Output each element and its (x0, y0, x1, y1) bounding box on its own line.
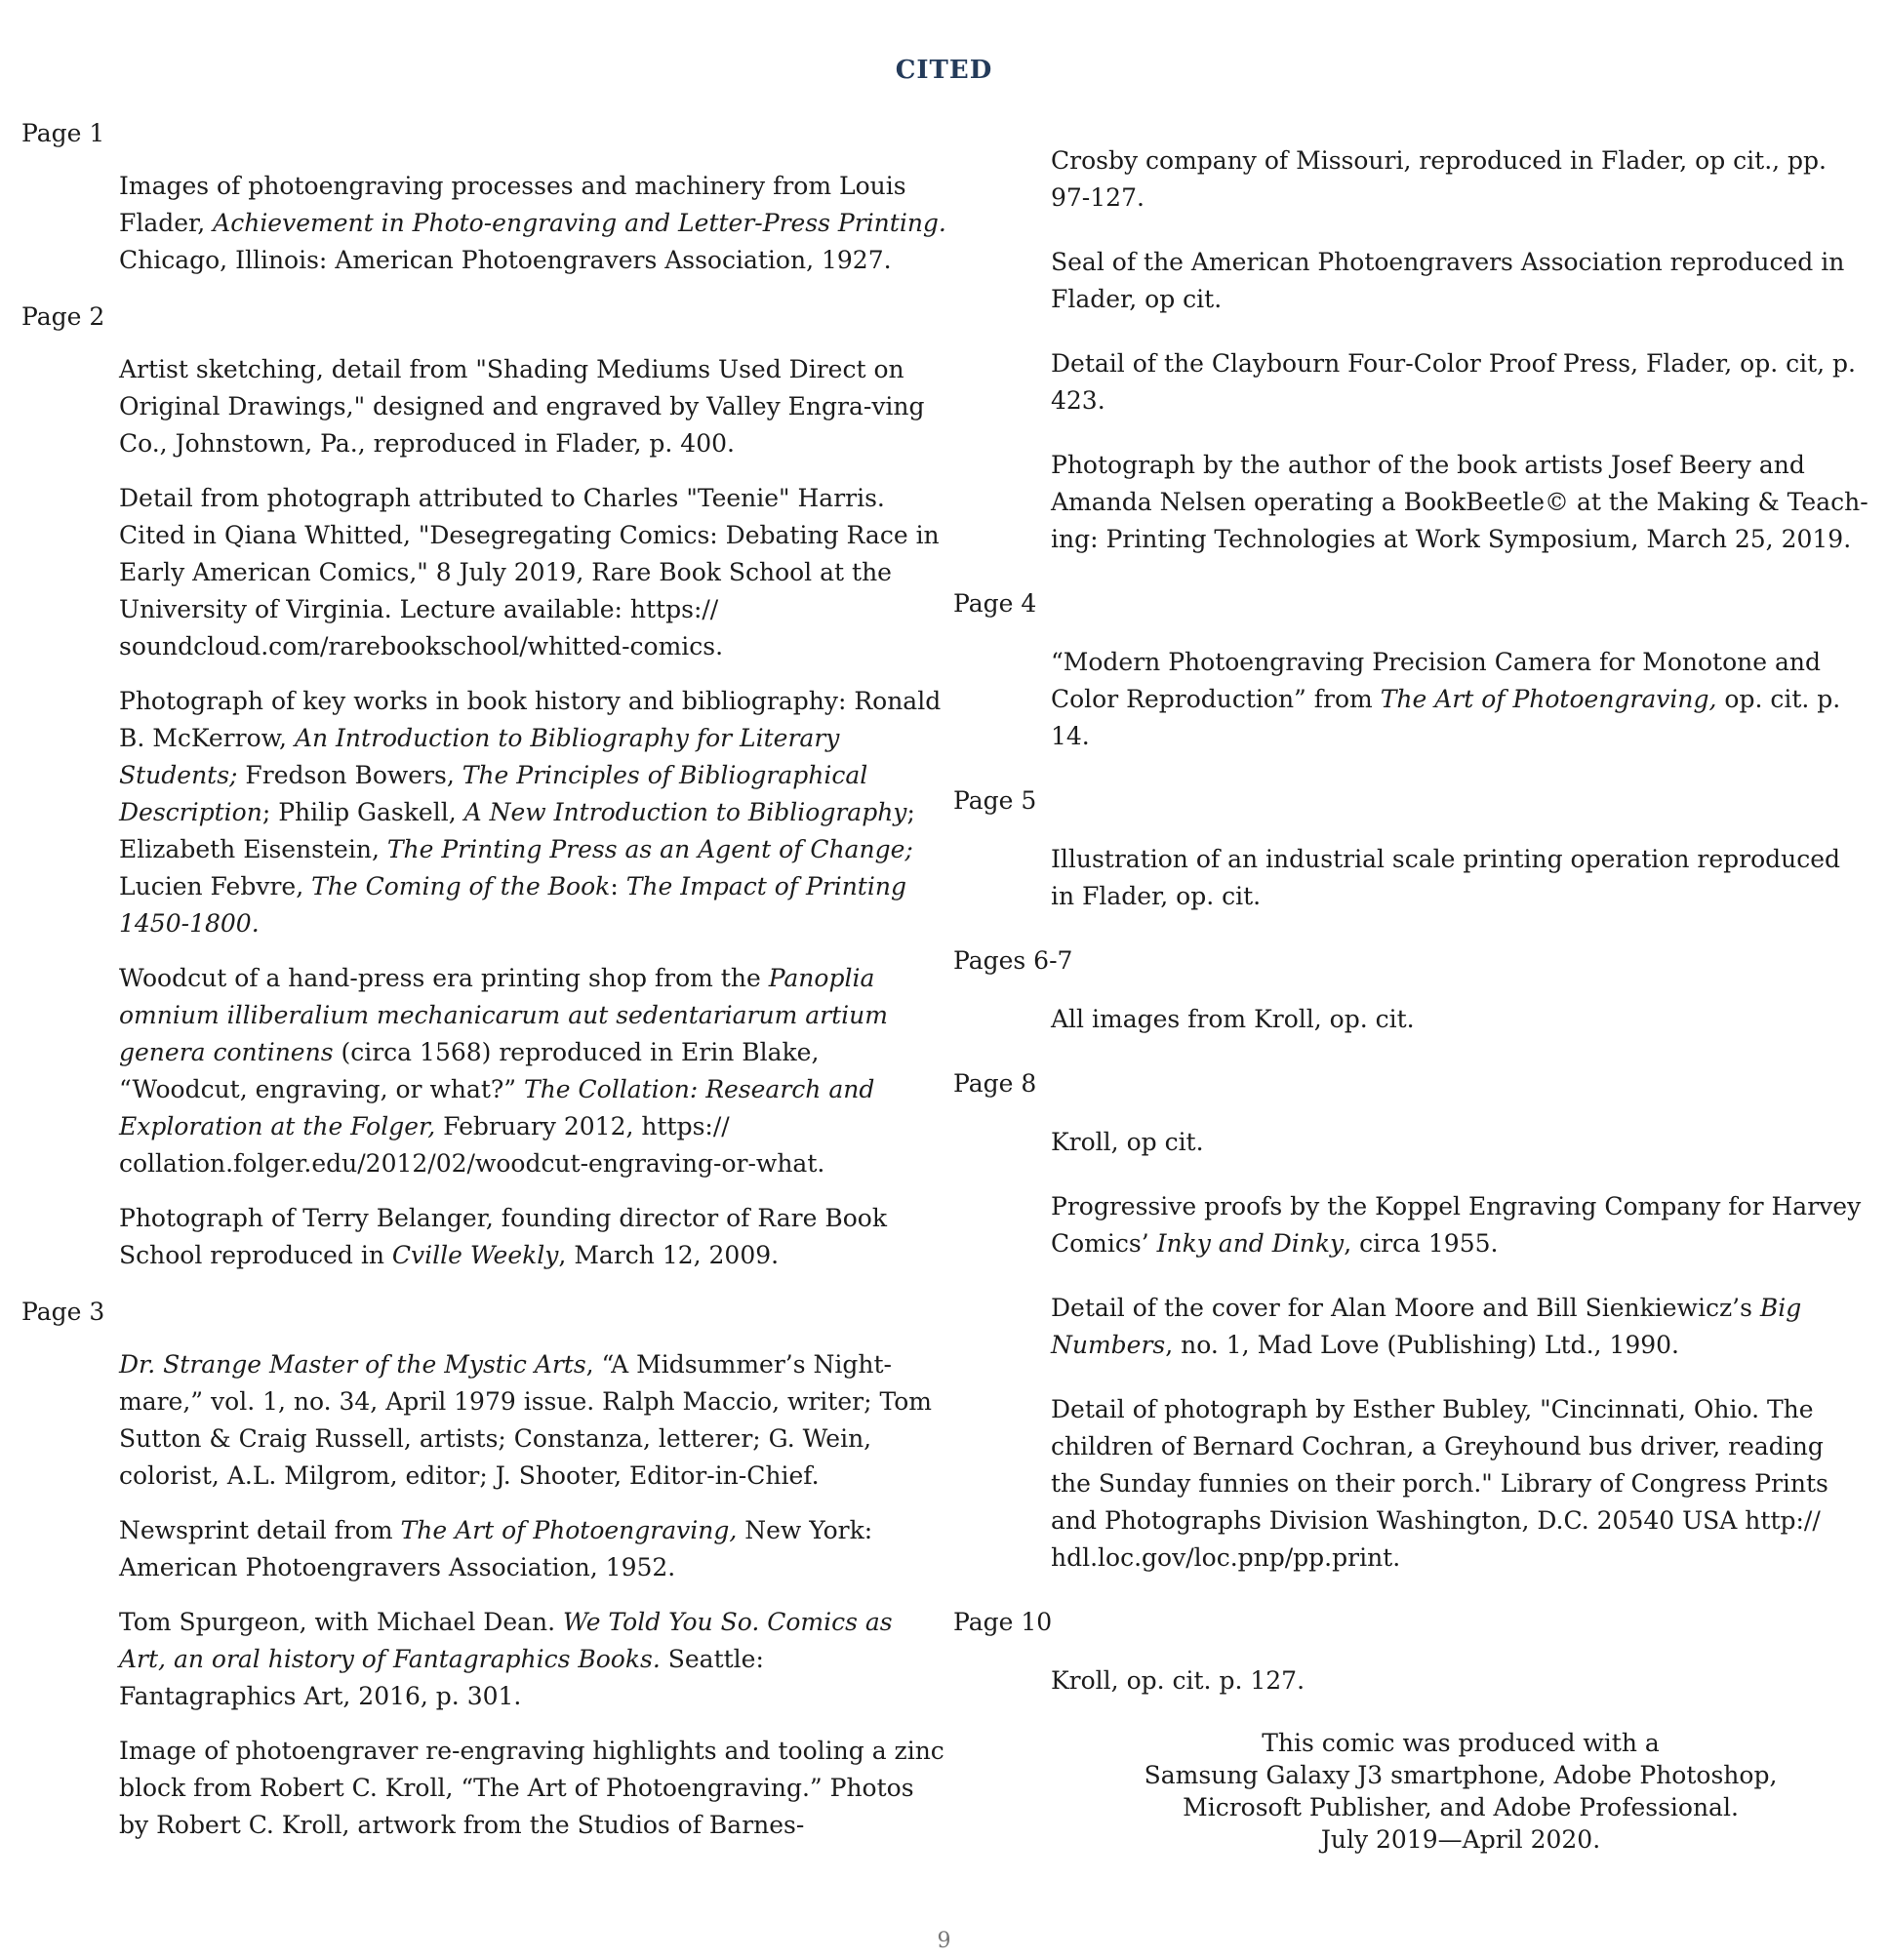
citation-text: Kroll, op cit. (1051, 1128, 1204, 1156)
section-heading: Page 3 (21, 1298, 105, 1326)
citation-entry (1051, 1290, 1870, 1364)
citation-title: The Impact of Printing 1450-1800. (119, 872, 906, 938)
citation-list (953, 644, 1870, 755)
citation-title: Achievement in Photo-engraving and Letter-Press Printing. (213, 209, 946, 237)
citation-text: ; Elizabeth Eisenstein, (119, 798, 915, 863)
citation-list (953, 841, 1870, 915)
citation-text: Images of photoengraving processes and machinery from Louis Flader, (119, 172, 906, 237)
citation-title: Panoplia omnium illiberalium mechanicarum aut sedentariarum artium genera continens (119, 964, 888, 1066)
citation-title: The Principles of Bibliographical Description (119, 761, 868, 826)
section-heading: Pages 6-7 (953, 946, 1073, 975)
section-heading: Page 1 (21, 119, 105, 147)
colophon-line: July 2019—April 2020. (1320, 1825, 1601, 1854)
citation-entry (1051, 1391, 1870, 1577)
citation-entry (119, 683, 946, 942)
left-column (21, 115, 946, 1863)
citation-text: Crosby company of Missouri, reproduced in Flader, op cit., pp. 97-127. (1051, 146, 1827, 212)
citation-text: Fredson Bowers, (237, 761, 462, 789)
citation-list (21, 351, 946, 1274)
citation-text: Tom Spurgeon, with Michael Dean. (119, 1608, 564, 1636)
citation-list (953, 1001, 1870, 1038)
citation-text: op. cit. p. 14. (1051, 685, 1841, 750)
colophon-line: This comic was produced with a (1262, 1729, 1660, 1757)
citation-text: Kroll, op. cit. p. 127. (1051, 1666, 1306, 1695)
citation-entry (1051, 447, 1870, 558)
citation-title: The Printing Press as an Agent of Change; (386, 835, 913, 863)
citation-entry (1051, 1124, 1870, 1161)
citation-entry (119, 168, 946, 279)
citation-entry (119, 1604, 946, 1715)
citation-entry (119, 960, 946, 1182)
citation-entry (119, 1200, 946, 1274)
colophon-line: Microsoft Publisher, and Adobe Professional. (1183, 1793, 1739, 1821)
right-column (953, 142, 1870, 1856)
continued-entries (953, 142, 1870, 558)
citation-title: Cville Weekly (391, 1241, 559, 1269)
citation-title: A New Introduction to Bibliography (463, 798, 907, 826)
section-heading: Page 5 (953, 786, 1037, 815)
section-heading: Page 4 (953, 589, 1037, 618)
citation-title: The Art of Photoengraving, (1380, 685, 1717, 713)
citation-text: , March 12, 2009. (558, 1241, 780, 1269)
citation-title: Dr. Strange Master of the Mystic Arts (119, 1350, 586, 1379)
citation-text: Newsprint detail from (119, 1516, 401, 1544)
citation-list (953, 1124, 1870, 1577)
citation-list (953, 1662, 1870, 1700)
citation-title: The Coming of the Book (311, 872, 611, 900)
citation-text: All images from Kroll, op. cit. (1051, 1005, 1415, 1033)
citation-entry (119, 351, 946, 462)
citation-text: New York: American Photoengravers Association, 1952. (119, 1516, 873, 1581)
citation-text: Photograph by the author of the book artists Josef Beery and Amanda Nelsen operating a BookBeetle© at the Making & Teach-ing: Printing Technologies at Work Symposium, March 25, 2019. (1051, 451, 1868, 553)
citation-title: Inky and Dinky (1156, 1229, 1345, 1258)
citation-text: Illustration of an industrial scale printing operation reproduced in Flader, op. cit. (1051, 845, 1841, 910)
citation-text: Photograph of key works in book history and bibliography: Ronald B. McKerrow, (119, 687, 942, 752)
citation-entry (119, 1512, 946, 1586)
citation-entry (1051, 841, 1870, 915)
page-title: CITED (895, 56, 993, 85)
citation-entry (1051, 644, 1870, 755)
citation-entry (1051, 1001, 1870, 1038)
section-heading: Page 8 (953, 1069, 1037, 1098)
citation-text: ; Philip Gaskell, (261, 798, 464, 826)
citation-text: Lucien Febvre, (119, 872, 312, 900)
citation-text: Detail from photograph attributed to Charles "Teenie" Harris. Cited in Qiana Whitted, "Desegregating Comics: Debating Race in Early American Comics," 8 July 2019, Rare Book School at the University of Virginia. Lecture available: https:// soundcloud.com/rarebookschool/whitted-comics. (119, 484, 940, 660)
citation-entry (1051, 244, 1870, 318)
citation-text: (circa 1568) reproduced in Erin Blake, “Woodcut, engraving, or what?” (119, 1038, 820, 1103)
citation-text: Seal of the American Photoengravers Association reproduced in Flader, op cit. (1051, 248, 1845, 313)
citation-text: , circa 1955. (1344, 1229, 1499, 1258)
citation-entry (119, 480, 946, 665)
citation-title: An Introduction to Bibliography for Literary Students; (119, 724, 840, 789)
citation-text: , no. 1, Mad Love (Publishing) Ltd., 1990. (1165, 1331, 1679, 1359)
citation-text: Seattle: Fantagraphics Art, 2016, p. 301. (119, 1645, 764, 1710)
citation-text: Detail of photograph by Esther Bubley, "Cincinnati, Ohio. The children of Bernard Cochran, a Greyhound bus driver, reading the Sunday funnies on their porch." Library of Congress Prints and Photographs Division Washington, D.C. 20540 USA http:// hdl.loc.gov/loc.pnp/pp.print. (1051, 1395, 1828, 1572)
citation-entry (1051, 1188, 1870, 1262)
citation-title: We Told You So. Comics as Art, an oral history of Fantagraphics Books. (119, 1608, 893, 1673)
citation-entry (119, 1733, 946, 1844)
citation-entry (1051, 1662, 1870, 1700)
citation-text: Image of photoengraver re-engraving highlights and tooling a zinc block from Robert C. Kroll, “The Art of Photoengraving.” Photos by Robert C. Kroll, artwork from the Studios of Barnes- (119, 1737, 944, 1839)
citation-text: “Modern Photoengraving Precision Camera for Monotone and Color Reproduction” from (1051, 648, 1822, 713)
citation-entry (119, 1346, 946, 1495)
citation-text: Artist sketching, detail from "Shading Mediums Used Direct on Original Drawings," designed and engraved by Valley Engra-ving Co., Johnstown, Pa., reproduced in Flader, p. 400. (119, 355, 925, 458)
citation-text: , “A Midsummer’s Night-mare,” vol. 1, no. 34, April 1979 issue. Ralph Maccio, writer; Tom Sutton & Craig Russell, artists; Constanza, letterer; G. Wein, colorist, A.L. Milgrom, editor; J. Shooter, Editor-in-Chief. (119, 1350, 932, 1490)
citation-text: February 2012, https:// collation.folger.edu/2012/02/woodcut-engraving-or-what. (119, 1112, 825, 1178)
citation-title: Big Numbers (1051, 1294, 1802, 1359)
right-sections (953, 585, 1870, 1700)
citation-title: The Art of Photoengraving, (400, 1516, 738, 1544)
citation-text: : (610, 872, 626, 900)
citation-list (21, 1346, 946, 1844)
citation-text: Woodcut of a hand-press era printing shop from the (119, 964, 769, 992)
citation-title: The Collation: Research and Exploration at the Folger, (119, 1075, 875, 1140)
citation-entry (1051, 142, 1870, 217)
citation-list (21, 168, 946, 279)
section-heading: Page 10 (953, 1608, 1053, 1636)
colophon (953, 1727, 1870, 1856)
citation-entry (1051, 345, 1870, 420)
citation-text: Progressive proofs by the Koppel Engraving Company for Harvey Comics’ (1051, 1192, 1862, 1258)
citation-text: Detail of the Claybourn Four-Color Proof Press, Flader, op. cit, p. 423. (1051, 349, 1856, 415)
section-heading: Page 2 (21, 302, 105, 331)
citation-text: Detail of the cover for Alan Moore and Bill Sienkiewicz’s (1051, 1294, 1760, 1322)
page-number: 9 (937, 1929, 951, 1953)
citation-text: Chicago, Illinois: American Photoengravers Association, 1927. (119, 246, 892, 274)
colophon-line: Samsung Galaxy J3 smartphone, Adobe Photoshop, (1144, 1761, 1778, 1789)
citation-text: Photograph of Terry Belanger, founding director of Rare Book School reproduced in (119, 1204, 887, 1269)
